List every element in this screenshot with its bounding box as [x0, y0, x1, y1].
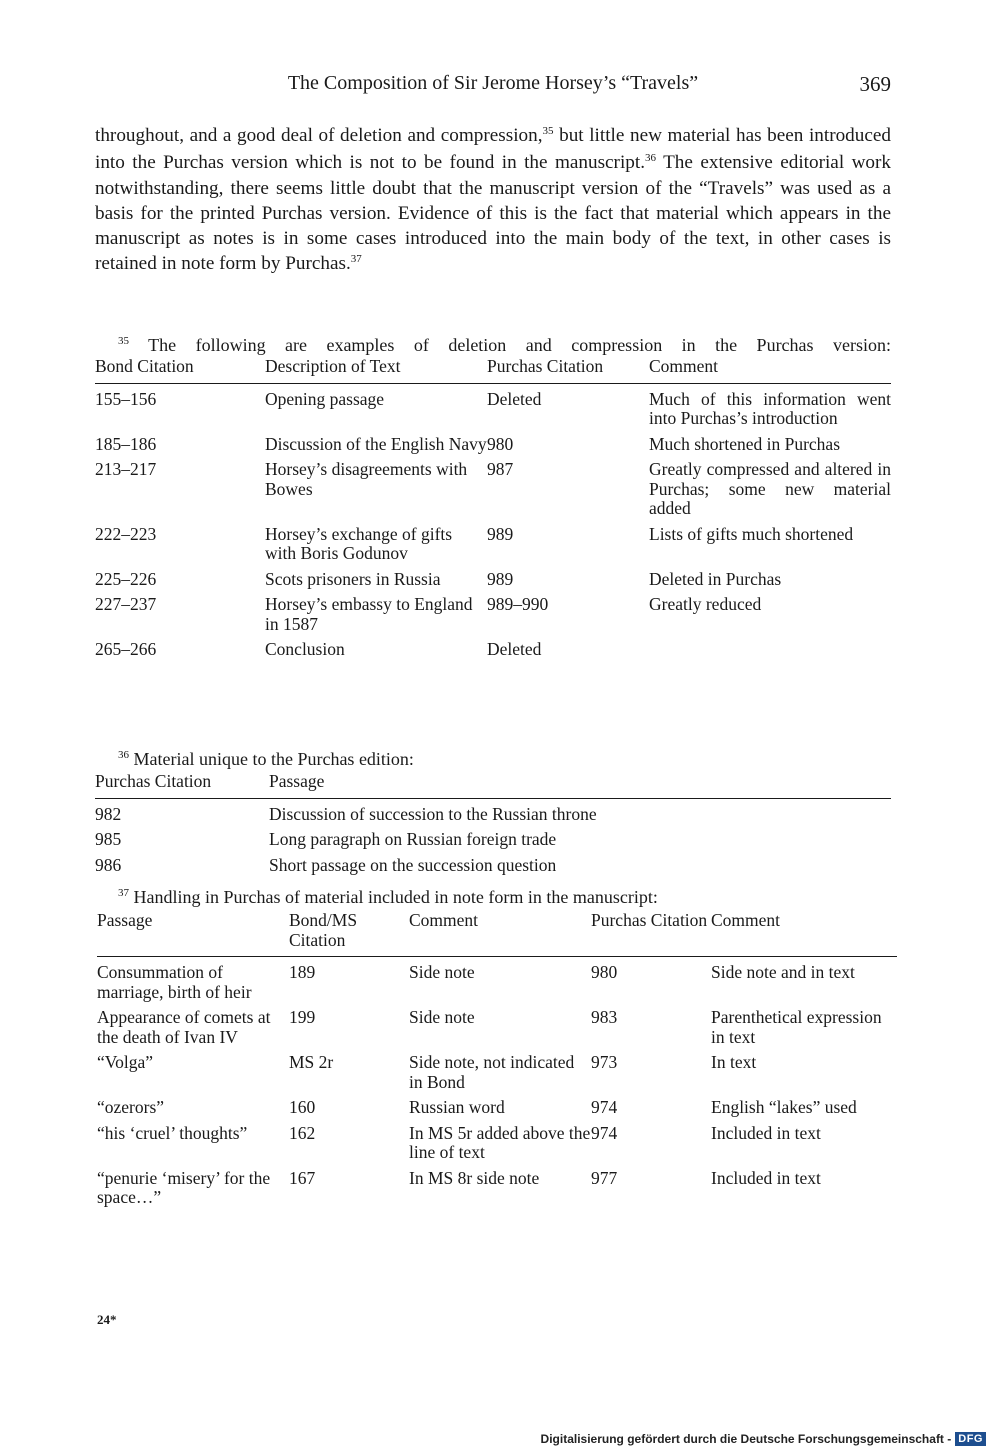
table-cell: 222–223	[95, 523, 157, 544]
table-cell: Discussion of succession to the Russian throne	[269, 803, 597, 824]
table-cell: 980	[487, 433, 514, 454]
table-row	[97, 1098, 897, 1124]
table-row	[95, 640, 891, 666]
column-header: Comment	[649, 357, 891, 383]
footnote-36-number: 36	[118, 749, 129, 761]
table-cell: Horsey’s disagreements with Bowes	[265, 459, 468, 499]
printer-signature: 24*	[97, 1312, 117, 1327]
footnote-37-intro	[95, 886, 891, 911]
table-row	[97, 1053, 897, 1098]
table-row	[95, 595, 891, 640]
table-cell: 213–217	[95, 459, 157, 479]
table-cell: Much shortened in Purchas	[649, 433, 841, 454]
body-text-part2: but little new material has been introduced into the Purchas version which is not to be found in the manuscript.	[95, 125, 891, 173]
table-cell: Opening passage	[265, 388, 385, 409]
footnote-ref-37[interactable]: 37	[350, 252, 362, 265]
table-cell: 199	[289, 1007, 316, 1027]
table-cell: 986	[95, 854, 122, 875]
table-row	[95, 525, 891, 570]
column-header: Passage	[269, 772, 891, 798]
table-cell: 973	[591, 1052, 618, 1072]
table-cell: 980	[591, 962, 618, 982]
footnote-35-number: 35	[118, 335, 129, 347]
table-cell: Side note, not indicated in Bond	[409, 1052, 575, 1092]
table-cell: “penurie ‘misery’ for the space…”	[97, 1167, 271, 1207]
table-header-row	[95, 772, 891, 798]
table-cell: Lists of gifts much shortened	[649, 523, 854, 544]
table-cell: 225–226	[95, 568, 157, 589]
table-cell: 265–266	[95, 639, 157, 659]
table-cell: MS 2r	[289, 1052, 334, 1072]
footnote-36-table	[95, 772, 891, 881]
table-cell: Horsey’s embassy to England in 1587	[265, 594, 473, 634]
table-cell: Short passage on the succession question	[269, 854, 557, 875]
table-cell: Russian word	[409, 1097, 505, 1117]
footnote-37-number: 37	[118, 887, 129, 899]
table-row	[95, 856, 891, 882]
table-cell: 974	[591, 1097, 618, 1117]
dfg-logo: DFG	[955, 1432, 986, 1446]
table-cell: “his ‘cruel’ thoughts”	[97, 1122, 248, 1143]
table-cell: Greatly reduced	[649, 594, 762, 614]
table-cell: 983	[591, 1007, 618, 1027]
page-number: 369	[859, 72, 891, 96]
digitization-footer	[541, 1428, 986, 1450]
table-cell: In MS 5r added above the line of text	[409, 1122, 591, 1162]
column-header: Purchas Citation	[487, 357, 649, 383]
table-header-row	[95, 357, 891, 383]
column-header: Description of Text	[265, 357, 487, 383]
table-cell: In MS 8r side note	[409, 1167, 540, 1188]
table-cell: 982	[95, 803, 122, 824]
table-cell: Conclusion	[265, 639, 345, 659]
column-header: Purchas Citation	[95, 772, 269, 798]
table-cell: 227–237	[95, 594, 157, 614]
table-row	[97, 957, 897, 1009]
table-cell: 989	[487, 568, 514, 589]
table-cell: Deleted	[487, 388, 542, 409]
table-cell: English “lakes” used	[711, 1097, 857, 1117]
table-cell: “Volga”	[97, 1052, 154, 1072]
footnote-36-intro	[95, 748, 891, 773]
table-cell: 989	[487, 523, 514, 544]
table-cell: Greatly compressed and altered in Purchas; some new material added	[649, 459, 891, 518]
table-header-row	[97, 911, 897, 957]
table-cell: Horsey’s exchange of gifts with Boris Godunov	[265, 523, 453, 563]
table-cell: Scots prisoners in Russia	[265, 568, 441, 589]
table-cell: 985	[95, 829, 122, 849]
column-header: Purchas Citation	[591, 911, 711, 957]
table-cell: Much of this information went into Purchas’s introduction	[649, 388, 891, 428]
table-row	[95, 460, 891, 525]
table-cell: 974	[591, 1122, 618, 1143]
table-cell: Consummation of marriage, birth of heir	[97, 962, 252, 1002]
table-row	[95, 830, 891, 856]
table-cell: Deleted	[487, 639, 542, 659]
running-title: The Composition of Sir Jerome Horsey’s “Travels”	[287, 72, 699, 94]
table-cell: Discussion of the English Navy	[265, 433, 487, 454]
table-cell: Appearance of comets at the death of Ivan IV	[97, 1007, 271, 1047]
footnote-37-table	[97, 911, 897, 1214]
table-cell: Side note	[409, 962, 475, 982]
table-cell: 160	[289, 1097, 316, 1117]
table-row	[97, 1008, 897, 1053]
table-row	[95, 570, 891, 596]
table-cell	[649, 640, 891, 666]
table-cell: 987	[487, 459, 514, 479]
table-row	[97, 1169, 897, 1214]
table-cell: In text	[711, 1052, 757, 1072]
table-cell: Side note and in text	[711, 962, 855, 982]
table-cell: Side note	[409, 1007, 475, 1027]
footnote-35-intro-text: The following are examples of deletion and compression in the Purchas version:	[129, 335, 891, 355]
body-text-part1: throughout, and a good deal of deletion and compression,	[95, 125, 543, 146]
column-header: Passage	[97, 911, 289, 957]
footnote-37-intro-text: Handling in Purchas of material included in note form in the manuscript:	[129, 887, 658, 907]
table-cell: 162	[289, 1122, 316, 1143]
running-header	[95, 72, 891, 102]
table-cell: Long paragraph on Russian foreign trade	[269, 829, 557, 849]
table-cell: 977	[591, 1167, 618, 1188]
table-cell: 189	[289, 962, 316, 982]
body-paragraph	[95, 124, 891, 278]
body-text-part3: The extensive editorial work notwithstanding, there seems little doubt that the manuscript version of the “Travels” was used as a basis for the printed Purchas version. Evidence of this is the fact that material which appears in the manuscript as notes is in some cases introduced into the main body of the text, in other cases is retained in note form by Purchas.	[95, 151, 892, 274]
column-header: Bond Citation	[95, 357, 265, 383]
table-cell: Parenthetical expression in text	[711, 1007, 882, 1047]
table-cell: Included in text	[711, 1167, 821, 1188]
column-header: Comment	[711, 911, 897, 957]
table-row	[97, 1124, 897, 1169]
table-cell: Deleted in Purchas	[649, 568, 782, 589]
footnote-ref-36[interactable]: 36	[645, 151, 657, 164]
table-row	[95, 798, 891, 830]
table-cell: 167	[289, 1167, 316, 1188]
table-cell: “ozerors”	[97, 1097, 165, 1117]
table-cell: 185–186	[95, 433, 157, 454]
footnote-36-intro-text: Material unique to the Purchas edition:	[129, 749, 414, 769]
footer-text: Digitalisierung gefördert durch die Deutsche Forschungsgemeinschaft -	[540, 1432, 952, 1446]
footnote-ref-35[interactable]: 35	[542, 125, 554, 137]
column-header: Bond/MS Citation	[289, 911, 409, 957]
table-row	[95, 383, 891, 435]
table-cell: Included in text	[711, 1122, 821, 1143]
table-cell: 155–156	[95, 388, 157, 409]
column-header: Comment	[409, 911, 591, 957]
table-cell: 989–990	[487, 594, 549, 614]
table-row	[95, 435, 891, 461]
footnote-35-table	[95, 357, 891, 666]
